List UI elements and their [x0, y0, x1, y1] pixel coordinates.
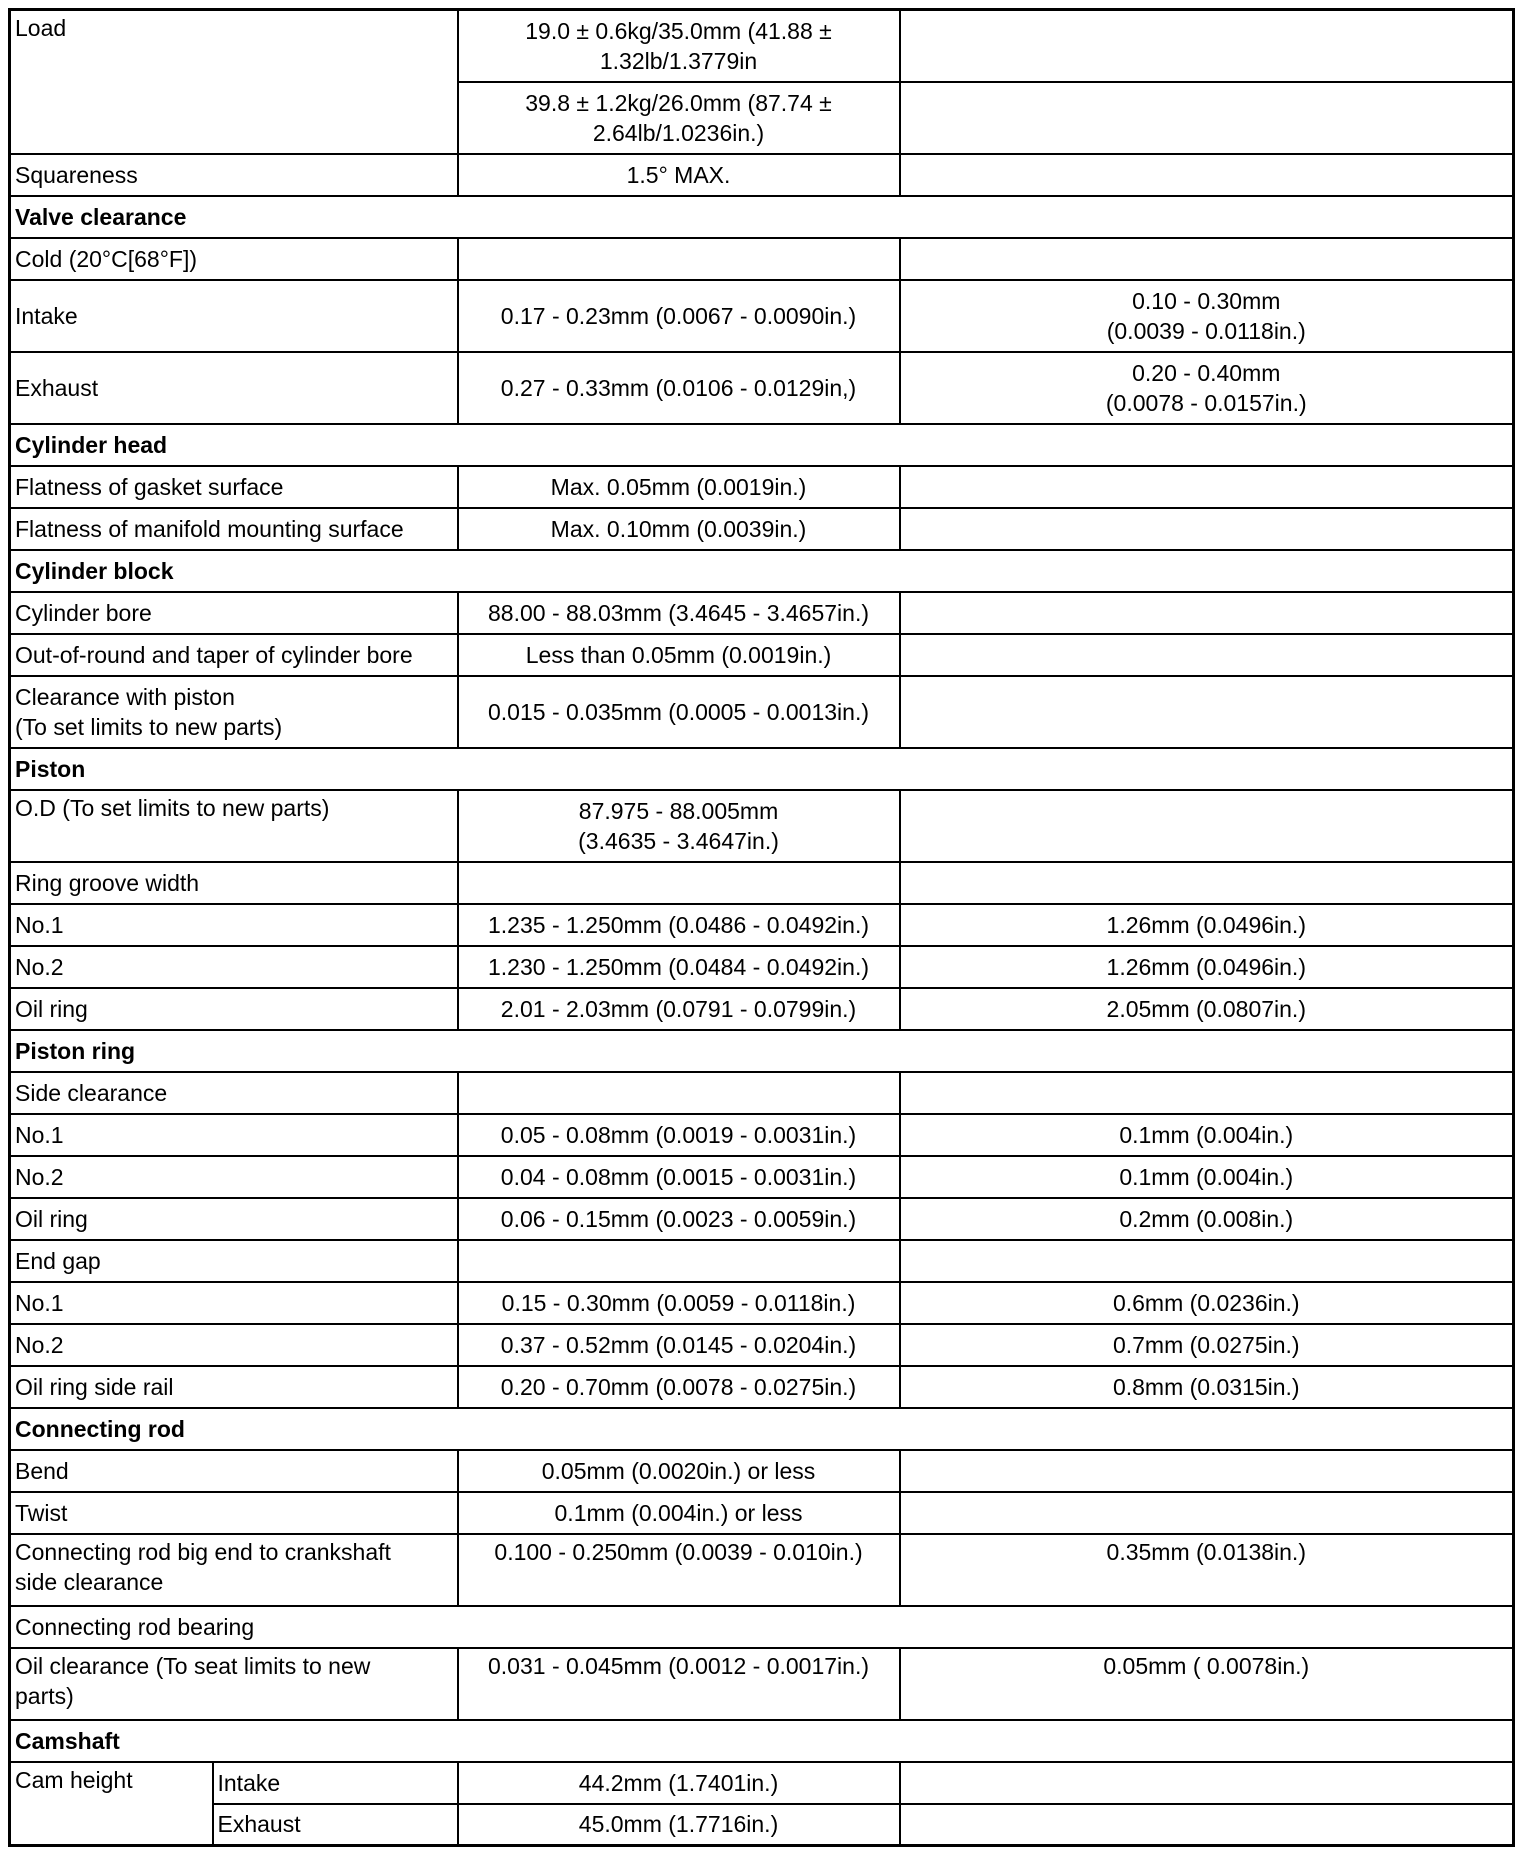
- row-label: No.1: [10, 1282, 458, 1324]
- load-value-1: 19.0 ± 0.6kg/35.0mm (41.88 ± 1.32lb/1.3779in: [458, 10, 900, 82]
- section-row: [10, 196, 1514, 238]
- load-value-2: 39.8 ± 1.2kg/26.0mm (87.74 ± 2.64lb/1.0236in.): [458, 82, 900, 154]
- empty-cell: [900, 1492, 1514, 1534]
- subheading: End gap: [10, 1240, 458, 1282]
- table-row: [10, 1324, 1514, 1366]
- row-label: Flatness of gasket surface: [10, 466, 458, 508]
- table-row: [10, 352, 1514, 424]
- limit-value: 2.05mm (0.0807in.): [900, 988, 1514, 1030]
- load-label: Load: [10, 10, 458, 154]
- row-label: Out-of-round and taper of cylinder bore: [10, 634, 458, 676]
- table-row: [10, 676, 1514, 748]
- table-row: [10, 946, 1514, 988]
- table-row: [10, 592, 1514, 634]
- empty-cell: [900, 790, 1514, 862]
- standard-value: 1.235 - 1.250mm (0.0486 - 0.0492in.): [458, 904, 900, 946]
- table-row: [10, 1240, 1514, 1282]
- standard-value: 0.100 - 0.250mm (0.0039 - 0.010in.): [458, 1534, 900, 1606]
- table-row: [10, 1282, 1514, 1324]
- table-row: [10, 634, 1514, 676]
- empty-cell: [900, 1804, 1514, 1846]
- standard-value: 0.15 - 0.30mm (0.0059 - 0.0118in.): [458, 1282, 900, 1324]
- row-label: Oil ring: [10, 1198, 458, 1240]
- section-row: [10, 1720, 1514, 1762]
- sub-label: Intake: [213, 1762, 458, 1804]
- row-label: Bend: [10, 1450, 458, 1492]
- empty-cell: [458, 238, 900, 280]
- row-label: No.2: [10, 1324, 458, 1366]
- section-row: [10, 424, 1514, 466]
- specification-table: [8, 8, 1515, 1847]
- table-row: [10, 280, 1514, 352]
- table-row: [10, 1804, 1514, 1846]
- row-label: Twist: [10, 1492, 458, 1534]
- section-title: Cylinder head: [10, 424, 1514, 466]
- row-label: O.D (To set limits to new parts): [10, 790, 458, 862]
- standard-value: 0.17 - 0.23mm (0.0067 - 0.0090in.): [458, 280, 900, 352]
- row-label: Oil ring side rail: [10, 1366, 458, 1408]
- row-label: Connecting rod big end to crankshaft side clearance: [10, 1534, 458, 1606]
- row-label: Cam height: [10, 1762, 213, 1846]
- sub-label: Exhaust: [213, 1804, 458, 1846]
- standard-value: 0.37 - 0.52mm (0.0145 - 0.0204in.): [458, 1324, 900, 1366]
- subheading: Cold (20°C[68°F]): [10, 238, 458, 280]
- standard-value: Max. 0.10mm (0.0039in.): [458, 508, 900, 550]
- standard-value: 1.230 - 1.250mm (0.0484 - 0.0492in.): [458, 946, 900, 988]
- table-row: [10, 1534, 1514, 1606]
- empty-cell: [900, 154, 1514, 196]
- empty-cell: [900, 238, 1514, 280]
- empty-cell: [458, 862, 900, 904]
- row-label: No.1: [10, 904, 458, 946]
- limit-value: 1.26mm (0.0496in.): [900, 946, 1514, 988]
- section-row: [10, 1030, 1514, 1072]
- empty-cell: [900, 10, 1514, 82]
- squareness-label: Squareness: [10, 154, 458, 196]
- empty-cell: [900, 592, 1514, 634]
- limit-value: 0.1mm (0.004in.): [900, 1114, 1514, 1156]
- limit-value: 0.1mm (0.004in.): [900, 1156, 1514, 1198]
- empty-cell: [900, 1240, 1514, 1282]
- row-label: No.2: [10, 946, 458, 988]
- limit-value: 0.7mm (0.0275in.): [900, 1324, 1514, 1366]
- spec-sheet: [8, 8, 1512, 1847]
- table-row: [10, 988, 1514, 1030]
- table-row: [10, 154, 1514, 196]
- table-row: [10, 1198, 1514, 1240]
- standard-value: 0.27 - 0.33mm (0.0106 - 0.0129in,): [458, 352, 900, 424]
- table-row: [10, 790, 1514, 862]
- empty-cell: [900, 1762, 1514, 1804]
- subheading: Side clearance: [10, 1072, 458, 1114]
- limit-value: 1.26mm (0.0496in.): [900, 904, 1514, 946]
- standard-value: 0.20 - 0.70mm (0.0078 - 0.0275in.): [458, 1366, 900, 1408]
- table-row: [10, 1366, 1514, 1408]
- empty-cell: [900, 82, 1514, 154]
- section-title: Connecting rod: [10, 1408, 1514, 1450]
- empty-cell: [900, 862, 1514, 904]
- table-row: [10, 466, 1514, 508]
- standard-value: 0.04 - 0.08mm (0.0015 - 0.0031in.): [458, 1156, 900, 1198]
- section-row: [10, 1408, 1514, 1450]
- row-label: Intake: [10, 280, 458, 352]
- standard-value: 45.0mm (1.7716in.): [458, 1804, 900, 1846]
- section-title: Piston: [10, 748, 1514, 790]
- row-label: No.2: [10, 1156, 458, 1198]
- limit-value: 0.35mm (0.0138in.): [900, 1534, 1514, 1606]
- limit-value: 0.2mm (0.008in.): [900, 1198, 1514, 1240]
- standard-value: 2.01 - 2.03mm (0.0791 - 0.0799in.): [458, 988, 900, 1030]
- standard-value: 0.015 - 0.035mm (0.0005 - 0.0013in.): [458, 676, 900, 748]
- table-row: [10, 10, 1514, 82]
- empty-cell: [900, 676, 1514, 748]
- standard-value: Max. 0.05mm (0.0019in.): [458, 466, 900, 508]
- row-label: Oil ring: [10, 988, 458, 1030]
- table-row: [10, 1762, 1514, 1804]
- table-row: [10, 1606, 1514, 1648]
- row-label: Cylinder bore: [10, 592, 458, 634]
- section-title: Camshaft: [10, 1720, 1514, 1762]
- table-row: [10, 1450, 1514, 1492]
- standard-value: 87.975 - 88.005mm (3.4635 - 3.4647in.): [458, 790, 900, 862]
- section-title: Cylinder block: [10, 550, 1514, 592]
- table-row: [10, 508, 1514, 550]
- table-row: [10, 1648, 1514, 1720]
- table-row: [10, 238, 1514, 280]
- empty-cell: [900, 1450, 1514, 1492]
- table-row: [10, 904, 1514, 946]
- subheading: Ring groove width: [10, 862, 458, 904]
- standard-value: 44.2mm (1.7401in.): [458, 1762, 900, 1804]
- row-label: Clearance with piston (To set limits to new parts): [10, 676, 458, 748]
- limit-value: 0.20 - 0.40mm (0.0078 - 0.0157in.): [900, 352, 1514, 424]
- standard-value: 0.06 - 0.15mm (0.0023 - 0.0059in.): [458, 1198, 900, 1240]
- standard-value: 0.031 - 0.045mm (0.0012 - 0.0017in.): [458, 1648, 900, 1720]
- table-row: [10, 1492, 1514, 1534]
- limit-value: 0.10 - 0.30mm (0.0039 - 0.0118in.): [900, 280, 1514, 352]
- subheading: Connecting rod bearing: [10, 1606, 1514, 1648]
- table-row: [10, 1156, 1514, 1198]
- limit-value: 0.05mm ( 0.0078in.): [900, 1648, 1514, 1720]
- empty-cell: [900, 1072, 1514, 1114]
- table-row: [10, 862, 1514, 904]
- standard-value: 0.05mm (0.0020in.) or less: [458, 1450, 900, 1492]
- limit-value: 0.6mm (0.0236in.): [900, 1282, 1514, 1324]
- standard-value: 0.1mm (0.004in.) or less: [458, 1492, 900, 1534]
- row-label: Flatness of manifold mounting surface: [10, 508, 458, 550]
- empty-cell: [458, 1240, 900, 1282]
- standard-value: 88.00 - 88.03mm (3.4645 - 3.4657in.): [458, 592, 900, 634]
- empty-cell: [900, 508, 1514, 550]
- standard-value: Less than 0.05mm (0.0019in.): [458, 634, 900, 676]
- empty-cell: [458, 1072, 900, 1114]
- section-title: Piston ring: [10, 1030, 1514, 1072]
- empty-cell: [900, 634, 1514, 676]
- section-row: [10, 550, 1514, 592]
- table-row: [10, 1072, 1514, 1114]
- empty-cell: [900, 466, 1514, 508]
- section-title: Valve clearance: [10, 196, 1514, 238]
- squareness-standard: 1.5° MAX.: [458, 154, 900, 196]
- section-row: [10, 748, 1514, 790]
- row-label: No.1: [10, 1114, 458, 1156]
- row-label: Exhaust: [10, 352, 458, 424]
- limit-value: 0.8mm (0.0315in.): [900, 1366, 1514, 1408]
- row-label: Oil clearance (To seat limits to new parts): [10, 1648, 458, 1720]
- table-row: [10, 1114, 1514, 1156]
- standard-value: 0.05 - 0.08mm (0.0019 - 0.0031in.): [458, 1114, 900, 1156]
